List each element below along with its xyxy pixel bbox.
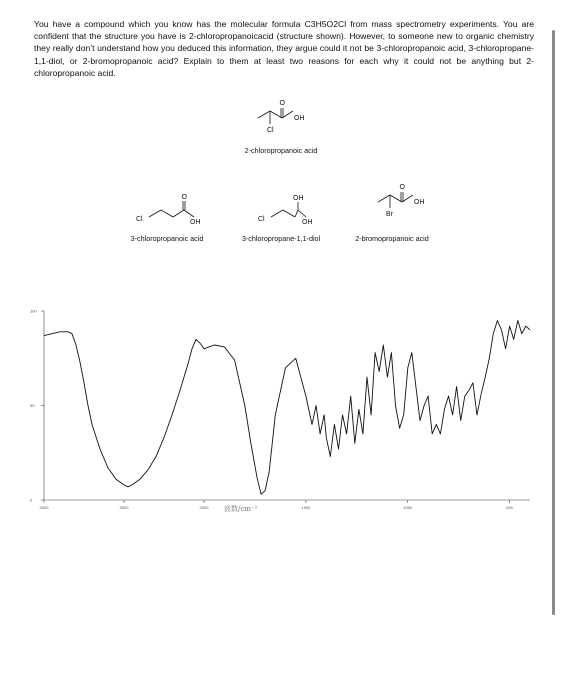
hydroxyl-label: OH	[190, 219, 201, 226]
x-tick-label: 1000	[403, 505, 413, 510]
structure-name-main: 2-chloropropanoic acid	[244, 146, 318, 155]
y-tick-label: 100	[30, 308, 37, 314]
oxygen-label: O	[279, 100, 285, 107]
structure-name-alt1: 3-chloropropanoic acid	[130, 234, 204, 243]
x-axis-label: 波数/cm⁻¹	[224, 505, 258, 513]
hydroxyl-label: OH	[414, 199, 425, 206]
hydroxyl-label: OH	[294, 115, 305, 122]
chlorine-label: Cl	[136, 216, 143, 223]
structure-name-alt2: 3-chloropropane-1,1-diol	[241, 234, 321, 243]
oxygen-label: O	[181, 194, 187, 201]
hydroxyl-top-label: OH	[293, 195, 304, 202]
y-tick-label: 0	[30, 497, 33, 503]
x-tick-label: 3000	[119, 505, 129, 510]
x-tick-label: 1500	[301, 505, 311, 510]
x-tick-label: 4000	[39, 505, 49, 510]
oxygen-label: O	[399, 184, 405, 191]
transmittance-line	[44, 321, 530, 495]
y-tick-label: 50	[30, 403, 35, 408]
question-text: You have a compound which you know has the molecular formula C3H5O2Cl from mass spectrometry experiments. You are confident that the structure you have is 2-chloropropanoicacid (structure shown). However, to someone new to organic chemistry they really don’t understand how you deduced this information, they argue could it not be 3-chloropropanoic acid, 3-chloropropane-1,1-diol, or 2-bromopropanoic acid? Explain to them at least two reasons for each why it could not be anything but 2-chloropropanoic acid.	[34, 19, 534, 78]
x-tick-label: 2000	[199, 505, 209, 510]
chlorine-label: Cl	[258, 216, 265, 223]
hydroxyl-label: OH	[302, 219, 313, 226]
structure-name-alt3: 2-bromopropanoic acid	[355, 234, 429, 243]
bromine-label: Br	[386, 211, 393, 218]
x-tick-label: 500	[506, 505, 513, 510]
chlorine-label: Cl	[267, 127, 274, 134]
